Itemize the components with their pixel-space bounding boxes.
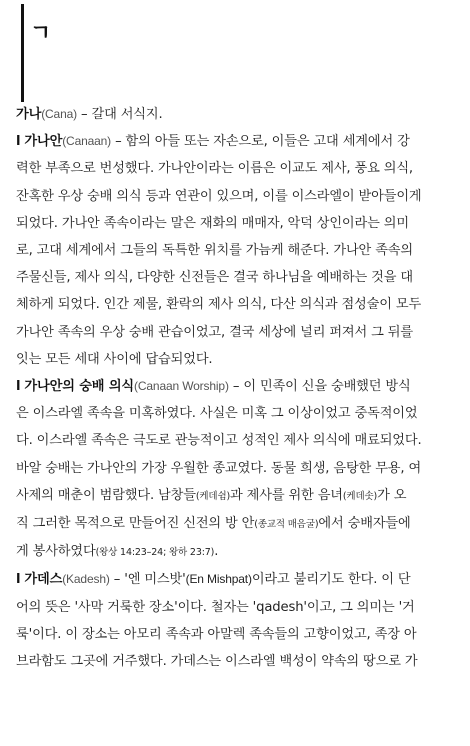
- entry-note: (종교적 매음굴): [254, 519, 319, 531]
- entry-term: 가데스: [24, 572, 63, 588]
- entry-note: (케데쉼): [195, 490, 231, 502]
- entry-reference: (왕상 14:23–24; 왕하 23:7): [95, 547, 215, 559]
- dictionary-content: [16, 101, 456, 675]
- entry-marker: l: [16, 379, 21, 395]
- entry-latin: (Canaan Worship): [134, 379, 229, 394]
- entry-line: 게 봉사하였다: [16, 544, 96, 560]
- entry-term: 가나안의 숭배 의식: [24, 379, 135, 395]
- entry-line: 사제의 매춘이 범람했다. 남창들: [16, 487, 196, 503]
- entry-line: 은 이스라엘 족속을 미혹하였다. 사실은 미혹 그 이상이었고 중독적이었: [16, 406, 418, 422]
- entry-line: – 이 민족이 신을 숭배했던 방식: [228, 379, 411, 395]
- entry-kadesh: [16, 566, 456, 675]
- entry-line: 잔혹한 우상 숭배 의식 등과 연관이 있으며, 이를 이스라엘이 받아들이게: [16, 188, 422, 204]
- entry-line: 룩'이다. 이 장소는 아모리 족속과 아말렉 족속들의 고향이었고, 족장 아: [16, 626, 417, 642]
- section-letter: ㄱ: [30, 21, 52, 46]
- entry-line: 되었다. 가나안 족속이라는 말은 재화의 매매자, 악덕 상인이라는 의미: [16, 215, 409, 231]
- entry-line: – 함의 아들 또는 자손으로, 이들은 고대 세계에서 강: [111, 134, 410, 150]
- entry-latin: (Kadesh): [62, 572, 110, 587]
- entry-line: 가나안 족속의 우상 숭배 관습이었고, 결국 세상에 널리 퍼져서 그 뒤를: [16, 324, 413, 340]
- entry-latin: (Cana): [41, 107, 77, 121]
- entry-term: 가나안: [24, 134, 63, 150]
- entry-line: 브라함도 그곳에 거주했다. 가데스는 이스라엘 백성이 약속의 땅으로 가: [16, 654, 418, 670]
- entry-latin-inline: (En Mishpat): [185, 572, 252, 587]
- entry-line: 력한 부족으로 번성했다. 가나안이라는 이름은 이교도 제사, 풍요 의식,: [16, 161, 413, 177]
- section-bar: [21, 4, 24, 102]
- entry-line: .: [214, 544, 219, 560]
- entry-line: 로, 고대 세계에서 그들의 독특한 위치를 가늠케 해준다. 가나안 족속의: [16, 243, 413, 259]
- entry-note: (케데솟): [342, 490, 378, 502]
- entry-line: 어의 뜻은 '사막 거룩한 장소'이다. 철자는 'qadesh'이고, 그 의미는 '거: [16, 599, 415, 615]
- entry-canaan: [16, 128, 456, 373]
- entry-cana: [16, 101, 456, 128]
- entry-line: 가 오: [377, 487, 407, 503]
- entry-line: 잇는 모든 세대 사이에 답습되었다.: [16, 351, 213, 367]
- entry-line: 바알 숭배는 가나안의 가장 우월한 종교였다. 동물 희생, 음탕한 무용, 여: [16, 460, 422, 476]
- entry-line: 직 그러한 목적으로 만들어진 신전의 방 안: [16, 516, 255, 532]
- entry-marker: l: [16, 572, 21, 588]
- entry-marker: l: [16, 134, 21, 150]
- entry-line: 에서 숭배자들에: [318, 516, 411, 532]
- entry-latin: (Canaan): [62, 134, 112, 149]
- entry-term: 가나: [16, 107, 42, 122]
- entry-body: – 갈대 서식지.: [76, 107, 163, 122]
- entry-line: 이라고 불리기도 한다. 이 단: [251, 572, 411, 588]
- entry-line: 다. 이스라엘 족속은 극도로 관능적이고 성적인 제사 의식에 매료되었다.: [16, 433, 422, 449]
- entry-line: 과 제사를 위한 음녀: [230, 487, 343, 503]
- entry-line: 체하게 되었다. 인간 제물, 환락의 제사 의식, 다산 의식과 점성술이 모두: [16, 297, 422, 313]
- entry-canaan-worship: [16, 373, 456, 566]
- entry-line: 주물신들, 제사 의식, 다양한 신전들은 결국 하나님을 예배하는 것을 대: [16, 270, 413, 286]
- entry-line: – '엔 미스밧': [109, 572, 186, 588]
